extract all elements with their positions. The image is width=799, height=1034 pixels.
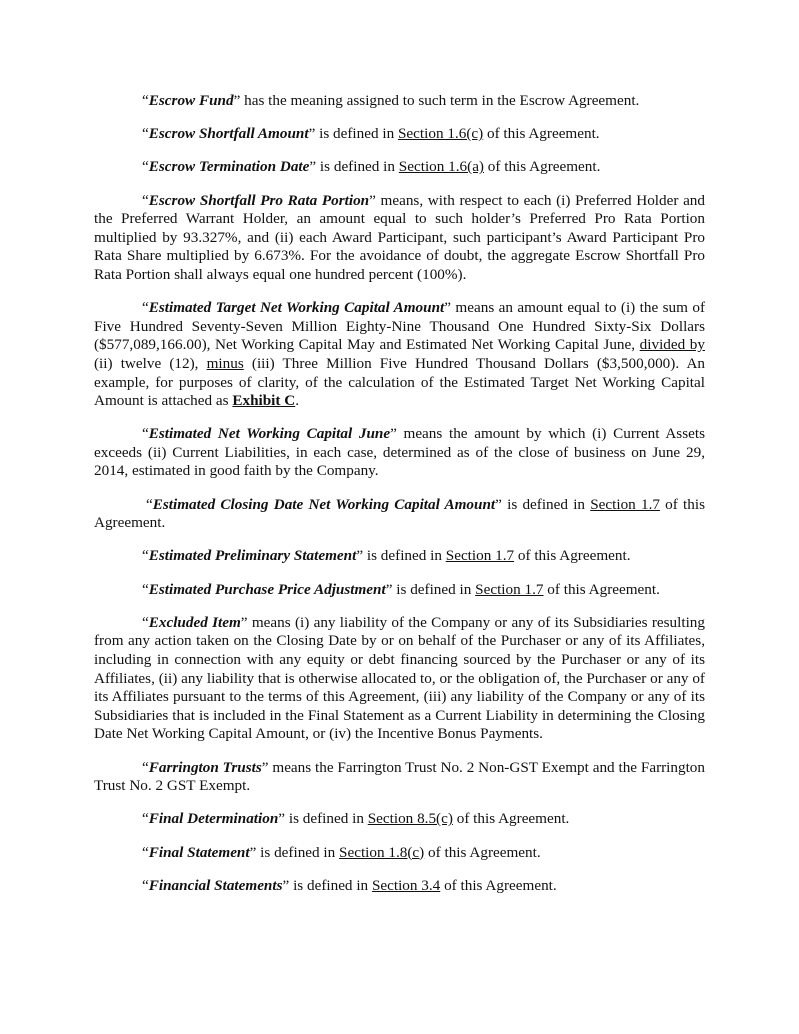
definition-text: is defined in [363,547,446,565]
definition-escrow-termination-date: “Escrow Termination Date” is defined in Section 1.6(a) of this Agreement. [142,158,601,176]
defined-term: Final Statement [148,843,250,861]
definition-final-determination: “Final Determination” is defined in Section 8.5(c) of this Agreement. [142,810,570,828]
definition-escrow-shortfall-amount: “Escrow Shortfall Amount” is defined in Section 1.6(c) of this Agreement. [142,125,600,143]
minus-text: minus [206,354,244,372]
definition-text: means, with respect to each (i) Preferred Holder and the Preferred Warrant Holder, an amount equal to such holder’s Preferred Pro Rata Portion multiplied by 93.327%, and (ii) each Award Participant, such participant’s Award Participant Pro Rata Share multiplied by 6.673%. For the avoidance of doubt, the aggregate Escrow Shortfall Pro Rata Portion shall always equal one hundred percent (100%). [94,191,705,283]
definition-estimated-preliminary-statement: “Estimated Preliminary Statement” is defined in Section 1.7 of this Agreement. [142,547,631,565]
section-reference-link[interactable]: Section 1.6(a) [398,158,484,176]
definition-text: of this Agreement. [94,495,705,532]
definition-text: is defined in [256,843,340,861]
definition-text: of this Agreement. [484,158,601,176]
definition-farrington-trusts: “Farrington Trusts” means the Farrington Trust No. 2 Non-GST Exempt and the Farrington Trust No. 2 GST Exempt. [94,758,705,795]
section-reference-link[interactable]: Section 1.7 [475,580,544,598]
definition-text: of this Agreement. [424,843,541,861]
exhibit-reference-link[interactable]: Exhibit C [232,392,296,410]
definition-text: is defined in [501,495,591,513]
definition-text: means the amount by which (i) Current Assets exceeds (ii) Current Liabilities, in each case, determined as of the close of business on June 29, 2014, estimated in good faith by the Company. [94,425,705,480]
defined-term: Estimated Purchase Price Adjustment [148,580,386,598]
defined-term: Estimated Net Working Capital June [148,425,391,443]
definition-text: of this Agreement. [514,547,631,565]
section-reference-link[interactable]: Section 8.5(c) [367,810,453,828]
definition-excluded-item: “Excluded Item” means (i) any liability of the Company or any of its Subsidiaries resulting from any action taken on the Closing Date by or on behalf of the Purchaser or any of its Affiliates, including in connection with any equity or debt financing sourced by the Purchaser or any of its Affiliates, (ii) any liability that is otherwise allocated to, or the obligation of, the Purchaser or any of its Affiliates pursuant to the terms of this Agreement, (iii) any liability of the Company or any of its Subsidiaries that is included in the Final Statement as a Current Liability in determining the Closing Date Net Working Capital Amount, or (iv) the Incentive Bonus Payments. [94,613,705,743]
definition-text: means an amount equal to (i) the sum of Five Hundred Seventy-Seven Million Eighty-Nine Thousand One Hundred Sixty-Six Dollars ($577,089,166.00), Net Working Capital May and Estimated Net Working Capital June, [94,299,706,354]
definition-text: has the meaning assigned to such term in the Escrow Agreement. [240,92,640,109]
definition-financial-statements: “Financial Statements” is defined in Section 3.4 of this Agreement. [142,876,557,894]
definition-estimated-target-nwc-amount: “Estimated Target Net Working Capital Amount” means an amount equal to (i) the sum of Five Hundred Seventy-Seven Million Eighty-Nine Thousand One Hundred Sixty-Six Dollars ($577,089,166.00), Net Working Capital May and Estimated Net Working Capital June, divided by (ii) twelve (12), minus (iii) Three Million Five Hundred Thousand Dollars ($3,500,000). An example, for purposes of clarity, of the calculation of the Estimated Target Net Working Capital Amount is attached as Exhibit C. [94,299,706,410]
definition-text: of this Agreement. [543,580,660,598]
definition-escrow-shortfall-pro-rata-portion: “Escrow Shortfall Pro Rata Portion” means, with respect to each (i) Preferred Holder and the Preferred Warrant Holder, an amount equal to such holder’s Preferred Pro Rata Portion multiplied by 93.327%, and (ii) each Award Participant, such participant’s Award Participant Pro Rata Share multiplied by 6.673%. For the avoidance of doubt, the aggregate Escrow Shortfall Pro Rata Portion shall always equal one hundred percent (100%). [94,191,705,283]
defined-term: Estimated Closing Date Net Working Capital Amount [152,495,496,513]
defined-term: Escrow Shortfall Amount [148,125,309,143]
definition-text: is defined in [285,810,368,828]
section-reference-link[interactable]: Section 1.7 [590,495,660,513]
defined-term: Estimated Preliminary Statement [148,547,357,565]
section-reference-link[interactable]: Section 1.6(c) [397,125,484,143]
defined-term: Excluded Item [148,613,241,631]
definition-final-statement: “Final Statement” is defined in Section 1.8(c) of this Agreement. [142,843,541,861]
definition-text: of this Agreement. [452,810,570,828]
definition-text: is defined in [289,876,372,894]
definition-text: (iii) Three Million Five Hundred Thousand Dollars ($3,500,000). An example, for purposes of clarity, of the calculation of the Estimated Target Net Working Capital Amount is attached as [94,354,706,410]
section-reference-link[interactable]: Section 3.4 [371,876,441,894]
definition-text: (ii) twelve (12), [94,354,207,372]
definition-text: is defined in [392,580,476,598]
defined-term: Escrow Fund [148,92,234,109]
definition-text: of this Agreement. [483,125,600,143]
definition-text: is defined in [315,125,398,143]
definition-estimated-closing-date-nwc-amount: “Estimated Closing Date Net Working Capital Amount” is defined in Section 1.7 of this Agreement. [94,495,705,532]
definitions-section [94,92,705,910]
section-reference-link[interactable]: Section 1.8(c) [339,843,425,861]
definition-escrow-fund: “Escrow Fund” has the meaning assigned to such term in the Escrow Agreement. [142,92,640,109]
defined-term: Estimated Target Net Working Capital Amount [148,299,445,317]
defined-term: Final Determination [148,810,279,828]
defined-term: Farrington Trusts [148,758,262,776]
definition-estimated-purchase-price-adjustment: “Estimated Purchase Price Adjustment” is defined in Section 1.7 of this Agreement. [142,580,660,598]
definition-estimated-nwc-june: “Estimated Net Working Capital June” means the amount by which (i) Current Assets exceeds (ii) Current Liabilities, in each case, determined as of the close of business on June 29, 2014, estimated in good faith by the Company. [94,425,705,480]
divided-by-text: divided by [639,336,705,354]
definition-text: means the Farrington Trust No. 2 Non-GST Exempt and the Farrington Trust No. 2 GST Exempt. [94,758,705,795]
definition-text: is defined in [316,158,399,176]
definition-text: means (i) any liability of the Company or any of its Subsidiaries resulting from any action taken on the Closing Date by or on behalf of the Purchaser or any of its Affiliates, including in connection with any equity or debt financing sourced by the Purchaser or any of its Affiliates, (ii) any liability that is otherwise allocated to, or the obligation of, the Purchaser or any of its Affiliates pursuant to the terms of this Agreement, (iii) any liability of the Company or any of its Subsidiaries that is included in the Final Statement as a Current Liability in determining the Closing Date Net Working Capital Amount, or (iv) the Incentive Bonus Payments. [94,613,705,743]
defined-term: Escrow Shortfall Pro Rata Portion [148,191,370,209]
definition-text: of this Agreement. [440,876,557,894]
definition-text: . [295,392,300,410]
section-reference-link[interactable]: Section 1.7 [445,547,515,565]
defined-term: Financial Statements [148,876,283,894]
defined-term: Escrow Termination Date [148,158,310,176]
